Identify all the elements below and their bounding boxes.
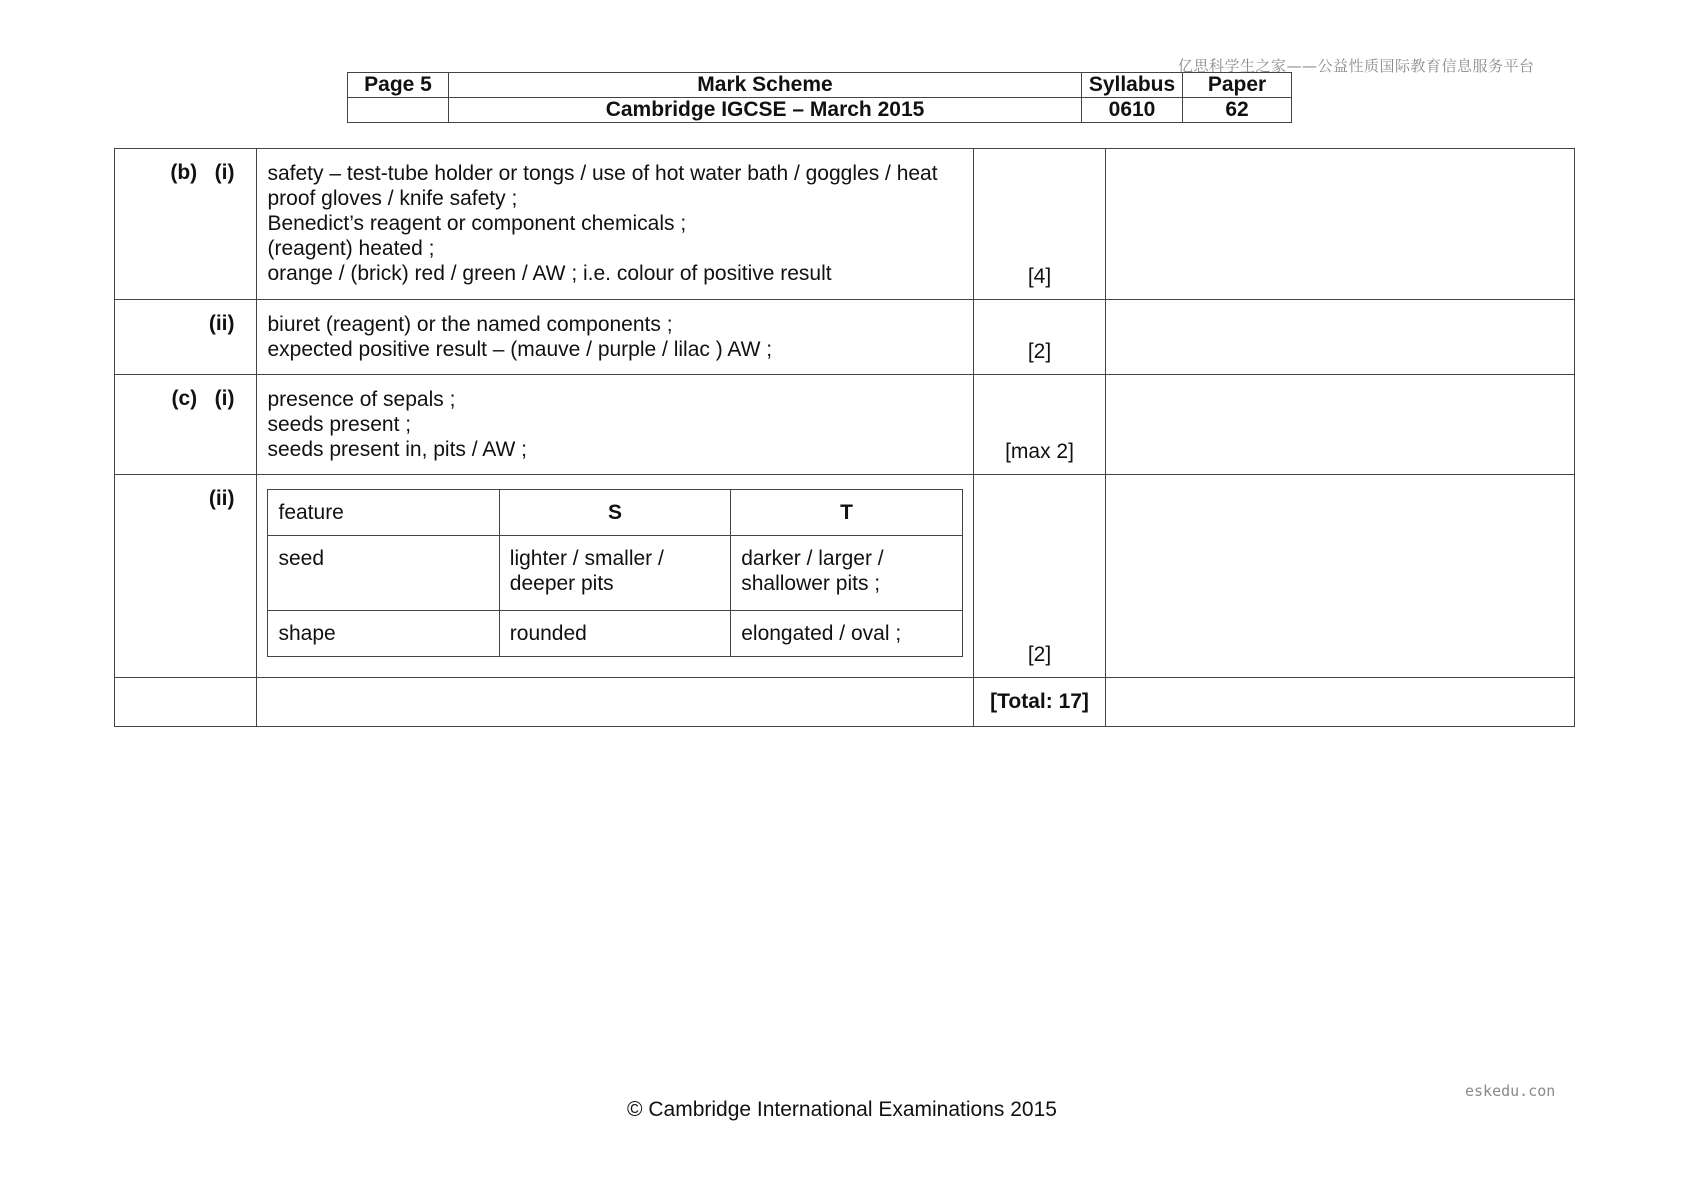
answer-cell [257,300,973,375]
feature-header: feature [268,490,499,536]
s-header: S [499,490,730,536]
table-row [115,300,1575,375]
answer-cell [257,149,973,300]
mark-cell: [max 2] [973,375,1105,475]
question-label: (b) (i) [115,149,257,300]
guidance-cell [1106,475,1575,678]
table-row [115,375,1575,475]
mark-cell: [4] [973,149,1105,300]
mark-cell: [2] [973,300,1105,375]
feature-table-header [268,490,962,536]
answer-line: Benedict’s reagent or component chemicals ; [267,212,687,235]
feature-cell: shape [268,611,499,657]
page-number: Page 5 [348,73,449,98]
blank-cell [1106,678,1575,727]
guidance-cell [1106,375,1575,475]
guidance-cell [1106,149,1575,300]
question-label: (c) (i) [115,375,257,475]
feature-table-row [268,611,962,657]
table-row [115,475,1575,678]
answer-line: (reagent) heated ; [267,237,435,260]
watermark-bottom: eskedu.con [1465,1082,1556,1100]
mark-cell: [2] [973,475,1105,678]
answer-line: presence of sepals ; [267,388,456,411]
syllabus-label: Syllabus [1082,73,1183,98]
blank-cell [115,678,257,727]
feature-table-row [268,536,962,611]
watermark-top: 亿思科学生之家——公益性质国际教育信息服务平台 [1178,57,1535,75]
header-blank [348,98,449,123]
answer-line: seeds present in, pits / AW ; [267,438,527,461]
answer-line: proof gloves / knife safety ; [267,187,518,210]
question-label: (ii) [115,300,257,375]
answer-line: expected positive result – (mauve / purple / lilac ) AW ; [267,338,773,361]
header-subtitle: Cambridge IGCSE – March 2015 [449,98,1082,123]
answer-cell [257,475,973,678]
t-cell: darker / larger / shallower pits ; [731,536,963,611]
answer-line: orange / (brick) red / green / AW ; i.e. colour of positive result [267,262,832,285]
t-cell: elongated / oval ; [731,611,963,657]
header-title: Mark Scheme [449,73,1082,98]
total-row [115,678,1575,727]
paper-code: 62 [1183,98,1292,123]
blank-cell [257,678,973,727]
guidance-cell [1106,300,1575,375]
table-row [115,149,1575,300]
header-table [347,72,1292,123]
paper-label: Paper [1183,73,1292,98]
s-cell: lighter / smaller / deeper pits [499,536,730,611]
answer-line: biuret (reagent) or the named components ; [267,313,673,336]
syllabus-code: 0610 [1082,98,1183,123]
copyright-footer: © Cambridge International Examinations 2015 [627,1098,1057,1121]
mark-scheme-table [114,148,1575,727]
s-cell: rounded [499,611,730,657]
feature-cell: seed [268,536,499,611]
question-label: (ii) [115,475,257,678]
total-marks: [Total: 17] [973,678,1105,727]
answer-line: seeds present ; [267,413,412,436]
answer-line: safety – test-tube holder or tongs / use of hot water bath / goggles / heat [267,162,938,185]
t-header: T [731,490,963,536]
answer-cell [257,375,973,475]
feature-table [267,489,962,657]
